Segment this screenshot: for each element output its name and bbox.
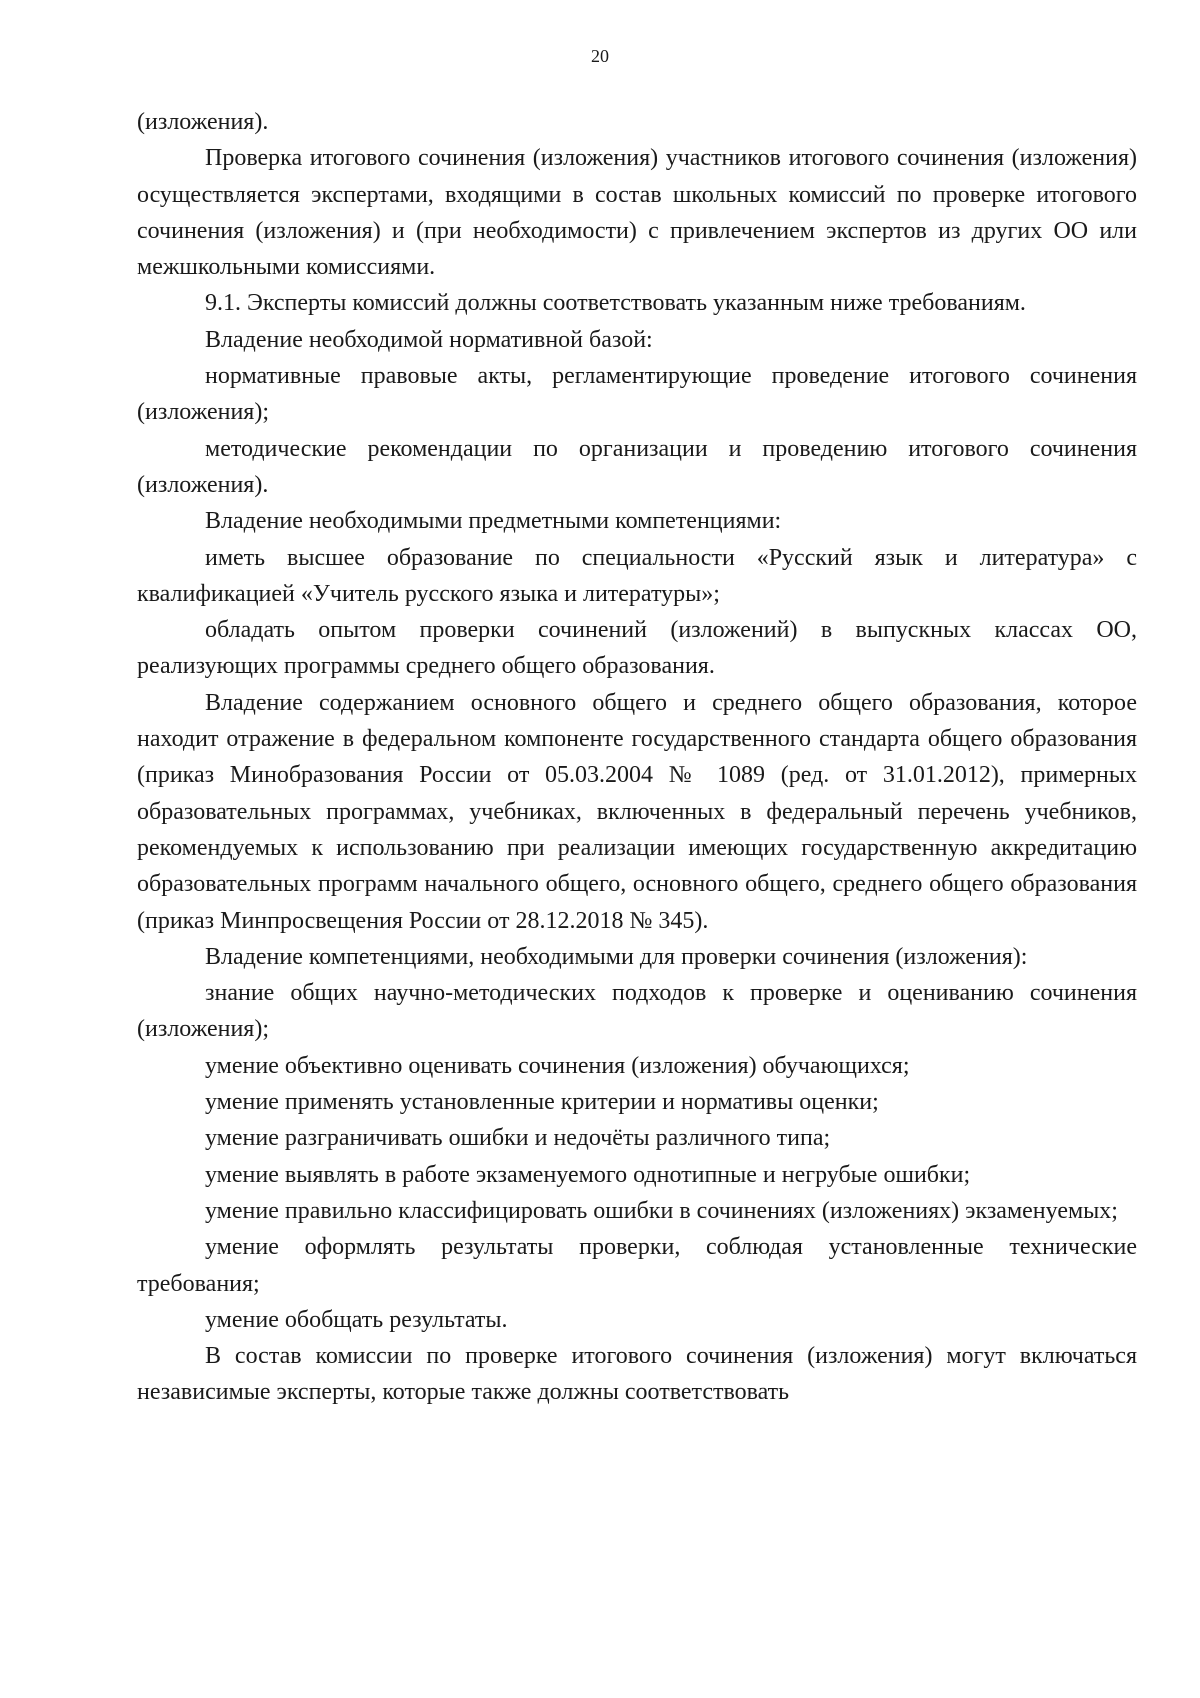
paragraph: методические рекомендации по организации и проведению итогового сочинения (изложения). bbox=[137, 435, 1137, 498]
paragraph: знание общих научно-методических подходов к проверке и оцениванию сочинения (изложения); bbox=[137, 980, 1137, 1043]
paragraph: Проверка итогового сочинения (изложения) участников итогового сочинения (изложения) осуществляется экспертами, входящими в состав школьных комиссий по проверке итогового сочинения (изложения) и (при необходимости) с привлечением экспертов из других ОО или межшкольными комиссиями. bbox=[137, 145, 1137, 281]
paragraph: обладать опытом проверки сочинений (изложений) в выпускных классах ОО, реализующих программы среднего общего образования. bbox=[137, 617, 1137, 680]
paragraph: В состав комиссии по проверке итогового сочинения (изложения) могут включаться независимые эксперты, которые также должны соответствовать bbox=[137, 1343, 1137, 1406]
paragraph: умение оформлять результаты проверки, соблюдая установленные технические требования; bbox=[137, 1234, 1137, 1297]
paragraph: умение выявлять в работе экзаменуемого однотипные и негрубые ошибки; bbox=[205, 1161, 971, 1188]
paragraph: умение правильно классифицировать ошибки в сочинениях (изложениях) экзаменуемых; bbox=[205, 1197, 1118, 1224]
paragraph: Владение компетенциями, необходимыми для проверки сочинения (изложения): bbox=[205, 943, 1028, 970]
document-body bbox=[137, 104, 1137, 1411]
paragraph: иметь высшее образование по специальности «Русский язык и литература» с квалификацией «Учитель русского языка и литературы»; bbox=[137, 544, 1137, 607]
paragraph: Владение необходимыми предметными компетенциями: bbox=[205, 508, 782, 535]
page-number: 20 bbox=[591, 46, 609, 66]
paragraph: Владение содержанием основного общего и среднего общего образования, которое находит отражение в федеральном компоненте государственного стандарта общего образования (приказ Минобразования России от 05.03.2004 № 1089 (ред. от 31.01.2012), примерных образовательных программах, учебниках, включенных в федеральный перечень учебников, рекомендуемых к использованию при реализации имеющих государственную аккредитацию образовательных программ начального общего, основного общего, среднего общего образования (приказ Минпросвещения России от 28.12.2018 № 345). bbox=[137, 689, 1137, 934]
paragraph: (изложения). bbox=[137, 109, 269, 135]
paragraph: умение разграничивать ошибки и недочёты различного типа; bbox=[205, 1125, 831, 1152]
paragraph: нормативные правовые акты, регламентирующие проведение итогового сочинения (изложения); bbox=[137, 363, 1137, 426]
paragraph: умение обобщать результаты. bbox=[205, 1306, 508, 1333]
paragraph: умение объективно оценивать сочинения (изложения) обучающихся; bbox=[205, 1052, 910, 1079]
paragraph: Владение необходимой нормативной базой: bbox=[205, 326, 653, 353]
paragraph: умение применять установленные критерии и нормативы оценки; bbox=[205, 1089, 879, 1116]
paragraph: 9.1. Эксперты комиссий должны соответствовать указанным ниже требованиям. bbox=[205, 290, 1026, 317]
